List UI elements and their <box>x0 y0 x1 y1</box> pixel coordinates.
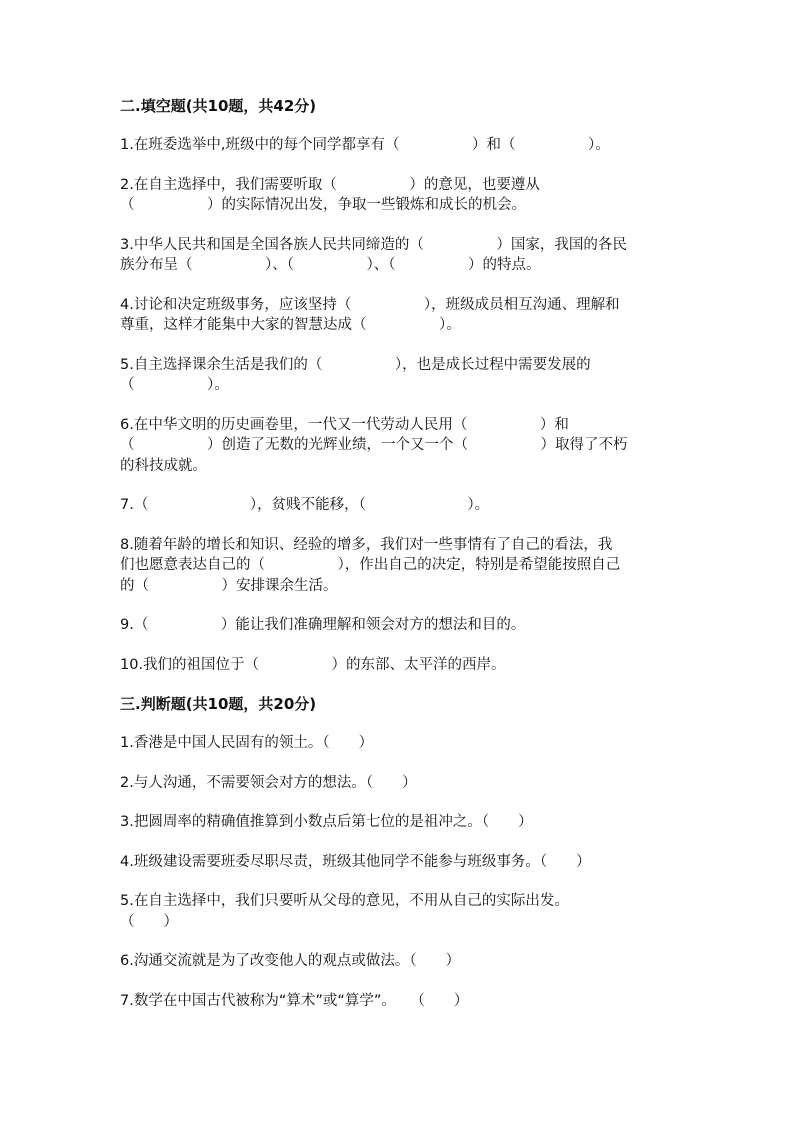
section-title: 二.填空题(共10题，共42分) <box>120 97 317 115</box>
question-text: 8.随着年龄的增长和知识、经验的增多，我们对一些事情有了自己的看法，我 <box>120 536 613 553</box>
question-text: 2.与人沟通，不需要领会对方的想法。（ ） <box>120 774 417 791</box>
question-2 <box>120 175 680 216</box>
question-6 <box>120 951 680 972</box>
question-text: 4.讨论和决定班级事务，应该坚持（ ），班级成员相互沟通、理解和 <box>120 296 620 313</box>
question-7 <box>120 991 680 1012</box>
question-text: 6.沟通交流就是为了改变他人的观点或做法。（ ） <box>120 953 461 969</box>
question-5 <box>120 891 680 932</box>
question-text: 3.把圆周率的精确值推算到小数点后第七位的是祖冲之。（ ） <box>120 814 533 830</box>
question-2 <box>120 773 680 794</box>
question-text: 4.班级建设需要班委尽职尽责，班级其他同学不能参与班级事务。（ ） <box>120 853 591 870</box>
question-5 <box>120 355 680 396</box>
question-4 <box>120 295 680 336</box>
section-fill-in-blanks <box>120 96 680 675</box>
question-9 <box>120 615 680 636</box>
question-text: 6.在中华文明的历史画卷里，一代又一代劳动人民用（ ）和 <box>120 416 569 433</box>
question-text: 5.自主选择课余生活是我们的（ ），也是成长过程中需要发展的 <box>120 356 591 373</box>
question-text: 3.中华人民共和国是全国各族人民共同缔造的（ ）国家，我国的各民 <box>120 236 627 253</box>
question-text: 5.在自主选择中，我们只要听从父母的意见，不用从自己的实际出发。 <box>120 893 569 909</box>
question-text: （ ）。 <box>120 377 229 393</box>
question-text: （ ） <box>120 913 178 930</box>
section-title: 三.判断题(共10题，共20分) <box>120 695 317 713</box>
question-text: 尊重，这样才能集中大家的智慧达成（ ）。 <box>120 317 461 333</box>
question-text: 9.（ ）能让我们准确理解和领会对方的想法和目的。 <box>120 617 526 633</box>
question-text: 7.数学在中国古代被称为“算术”或“算学”。 （ ） <box>120 992 469 1009</box>
question-6 <box>120 415 680 477</box>
question-text: 7.（ ），贫贱不能移，（ ）。 <box>120 497 490 513</box>
question-text: 的（ ）安排课余生活。 <box>120 577 338 594</box>
question-text: 的科技成就。 <box>120 457 207 474</box>
question-3 <box>120 812 680 833</box>
question-text: 们也愿意表达自己的（ ），作出自己的决定，特别是希望能按照自己 <box>120 557 621 573</box>
question-text: （ ）的实际情况出发，争取一些锻炼和成长的机会。 <box>120 197 526 213</box>
question-1 <box>120 135 680 156</box>
question-text: （ ）创造了无数的光辉业绩，一个又一个（ ）取得了不朽 <box>120 437 628 453</box>
question-7 <box>120 495 680 516</box>
question-text: 1.香港是中国人民固有的领土。（ ） <box>120 735 374 751</box>
question-text: 10.我们的祖国位于（ ）的东部、太平洋的西岸。 <box>120 656 506 673</box>
question-3 <box>120 235 680 276</box>
question-1 <box>120 733 680 754</box>
question-8 <box>120 535 680 597</box>
question-4 <box>120 852 680 873</box>
question-text: 1.在班委选举中,班级中的每个同学都享有（ ）和（ ）。 <box>120 137 610 153</box>
question-text: 族分布呈（ ）、（ ）、（ ）的特点。 <box>120 257 541 273</box>
question-text: 2.在自主选择中，我们需要听取（ ）的意见，也要遵从 <box>120 176 540 193</box>
question-10 <box>120 655 680 676</box>
exam-page <box>120 96 680 1011</box>
section-true-false <box>120 694 680 1011</box>
